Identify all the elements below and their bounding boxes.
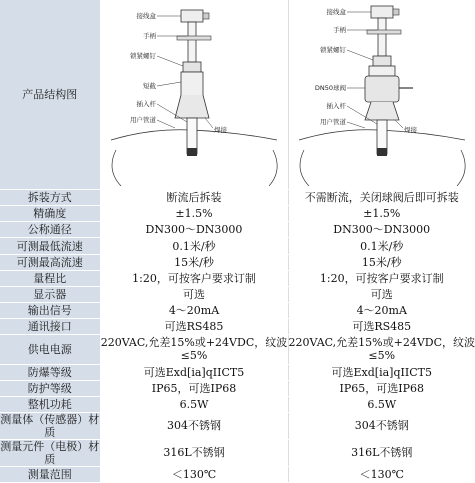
spec-value-left: 6.5W — [100, 396, 288, 412]
spec-label: 输出信号 — [0, 302, 100, 318]
flange-shape — [365, 102, 399, 120]
spec-label: 可测最低流速 — [0, 238, 100, 254]
spec-label: 测量体（传感器）材质 — [0, 412, 100, 439]
callout-short-stub: 短截 — [143, 82, 156, 91]
spec-row-disassembly-method — [0, 190, 475, 206]
callout-ball-valve: DN50球阀 — [314, 84, 346, 93]
spec-row-display — [0, 286, 475, 302]
callout-junction-box: 接线盒 — [326, 8, 346, 17]
spec-label: 测量元件（电极）材质 — [0, 439, 100, 466]
spec-row-protection-rating — [0, 380, 475, 396]
callout-weld: 焊接 — [214, 126, 227, 135]
spec-value-left: 220VAC,允差15%或+24VDC，纹波≤5% — [100, 334, 288, 364]
spec-row-accuracy — [0, 206, 475, 222]
spec-value-right: IP65，可选IP68 — [288, 380, 475, 396]
callout-handle: 手柄 — [332, 26, 346, 35]
callout-handle: 手柄 — [143, 32, 156, 41]
spec-value-right: DN300～DN3000 — [288, 222, 475, 238]
spec-value-left: IP65，可选IP68 — [100, 380, 288, 396]
spec-value-left: DN300～DN3000 — [100, 222, 288, 238]
junction-box-port — [393, 9, 399, 15]
spec-value-right: ±1.5% — [288, 206, 475, 222]
handle-shape — [177, 36, 211, 40]
junction-box-shape — [371, 6, 393, 18]
spec-value-left: 304不锈钢 — [100, 412, 288, 439]
spec-row-min-flow-velocity — [0, 238, 475, 254]
spec-label: 公称通径 — [0, 222, 100, 238]
callout-insertion-rod: 插入杆 — [136, 100, 156, 109]
spec-row-electrode-material — [0, 439, 475, 466]
spec-label: 防护等级 — [0, 380, 100, 396]
callout-weld: 焊接 — [403, 126, 417, 135]
spec-value-right: 可选RS485 — [288, 318, 475, 334]
spec-row-max-flow-velocity — [0, 254, 475, 270]
ball-valve-shape — [365, 76, 399, 102]
meter-diagram-right — [289, 0, 475, 186]
spec-row-power-consumption — [0, 396, 475, 412]
valve-top-flange — [369, 66, 395, 76]
spec-value-right: 316L不锈钢 — [288, 439, 475, 466]
spec-row-comm-interface — [0, 318, 475, 334]
meter-diagram-left — [101, 0, 287, 186]
electrode-tip — [187, 148, 197, 156]
spec-value-right: 可选 — [288, 286, 475, 302]
leader-line-3 — [157, 56, 183, 66]
pipe-left-edge — [300, 150, 309, 186]
callout-lock-screw: 锁紧螺钉 — [130, 52, 156, 61]
handle-shape — [367, 30, 401, 34]
callout-junction-box: 接线盒 — [136, 12, 156, 21]
spec-label: 拆装方式 — [0, 190, 100, 206]
leader-line-6 — [157, 120, 175, 128]
spec-value-left: 15米/秒 — [100, 254, 288, 270]
spec-label: 供电电源 — [0, 334, 100, 364]
spec-value-right: 4～20mA — [288, 302, 475, 318]
spec-value-right: 0.1米/秒 — [288, 238, 475, 254]
callout-insertion-rod: 插入杆 — [326, 102, 346, 111]
leader-line-6 — [347, 122, 365, 128]
pipe-right-edge — [457, 150, 465, 186]
spec-label: 精确度 — [0, 206, 100, 222]
spec-value-left: 316L不锈钢 — [100, 439, 288, 466]
spec-value-right: ＜130℃ — [288, 466, 475, 482]
spec-label: 测量范围 — [0, 466, 100, 482]
spec-value-right: 220VAC,允差15%或+24VDC，纹波≤5% — [288, 334, 475, 364]
spec-value-left: ±1.5% — [100, 206, 288, 222]
lock-nut-shape — [373, 56, 391, 66]
spec-row-range-ratio — [0, 270, 475, 286]
rod-upper — [378, 18, 386, 56]
pipe-right-edge — [269, 150, 277, 186]
lock-nut-shape — [183, 62, 201, 72]
spec-label: 量程比 — [0, 270, 100, 286]
spec-value-left: 4～20mA — [100, 302, 288, 318]
spec-value-left: 可选RS485 — [100, 318, 288, 334]
spec-value-left: ＜130℃ — [100, 466, 288, 482]
spec-value-left: 可选 — [100, 286, 288, 302]
spec-value-right: 可选Exd[ia]qIICT5 — [288, 364, 475, 380]
leader-line-3 — [347, 50, 373, 60]
rod-upper — [188, 22, 196, 62]
spec-row-output-signal — [0, 302, 475, 318]
callout-user-pipe: 用户管道 — [319, 118, 346, 127]
spec-value-left: 1:20，可按客户要求订制 — [100, 270, 288, 286]
spec-row-explosion-rating — [0, 364, 475, 380]
spec-row-power-supply — [0, 334, 475, 364]
spec-value-left: 断流后拆装 — [100, 190, 288, 206]
spec-value-right: 304不锈钢 — [288, 412, 475, 439]
callout-lock-screw: 锁紧螺钉 — [319, 46, 346, 55]
structure-diagram-left — [100, 0, 288, 190]
structure-diagram-right — [288, 0, 475, 190]
spec-row-sensor-body-material — [0, 412, 475, 439]
spec-label: 可测最高流速 — [0, 254, 100, 270]
pipe-left-edge — [112, 150, 121, 186]
spec-row-measuring-range — [0, 466, 475, 482]
leader-line-7 — [205, 118, 213, 128]
structure-label: 产品结构图 — [0, 0, 100, 190]
spec-value-right: 6.5W — [288, 396, 475, 412]
spec-value-right: 15米/秒 — [288, 254, 475, 270]
spec-label: 防爆等级 — [0, 364, 100, 380]
spec-value-right: 不需断流，关闭球阀后即可拆装 — [288, 190, 475, 206]
spec-value-right: 1:20，可按客户要求订制 — [288, 270, 475, 286]
spec-value-left: 0.1米/秒 — [100, 238, 288, 254]
spec-label: 通讯接口 — [0, 318, 100, 334]
electrode-tip — [377, 148, 387, 156]
spec-value-left: 可选Exd[ia]qIICT5 — [100, 364, 288, 380]
leader-line-4 — [157, 82, 181, 86]
leader-line-7 — [395, 120, 403, 128]
spec-row-nominal-diameter — [0, 222, 475, 238]
spec-label: 显示器 — [0, 286, 100, 302]
spec-label: 整机功耗 — [0, 396, 100, 412]
junction-box-shape — [181, 10, 203, 22]
callout-user-pipe: 用户管道 — [130, 116, 156, 125]
structure-row — [0, 0, 475, 190]
flange-shape — [175, 95, 209, 118]
junction-box-port — [203, 13, 209, 19]
